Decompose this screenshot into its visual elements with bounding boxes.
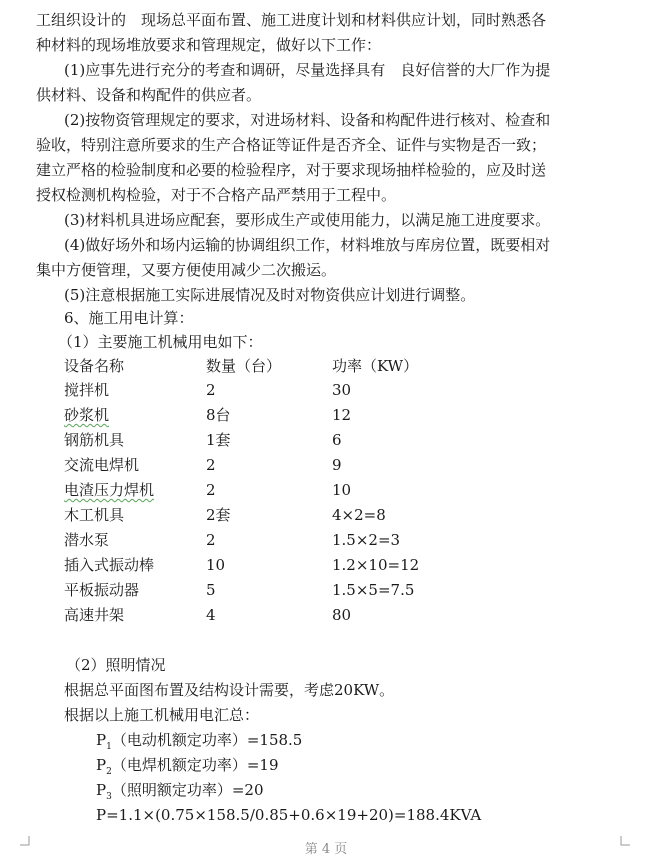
table-row-3-qty: 2 (206, 456, 216, 474)
total-power-formula: P=1.1×(0.75×158.5/0.85+0.6×19+20)=188.4KVA (96, 806, 482, 824)
table-row-0-qty: 2 (206, 381, 216, 399)
table-row-5-name: 木工机具 (64, 506, 125, 524)
table-row-7-name: 插入式振动棒 (64, 556, 155, 574)
lighting-heading: （2）照明情况 (66, 656, 166, 674)
p1-line (96, 730, 302, 757)
table-row-1-qty: 8台 (206, 406, 231, 424)
table-row-2-qty: 1套 (206, 431, 231, 449)
table-row-8-qty: 5 (206, 581, 216, 599)
table-row-7-qty: 10 (206, 556, 226, 574)
table-row-8-power: 1.5×5=7.5 (332, 581, 415, 599)
page-footer: 第 4 页 (304, 842, 348, 857)
table-row-1-power: 12 (332, 406, 352, 424)
p1-label: P (96, 731, 107, 749)
para-2-line-2: 验收，特别注意所要求的生产合格证等证件是否齐全、证件与实物是否一致； (36, 136, 547, 154)
p3-label: P (96, 781, 107, 799)
para-3-line-1: (3)材料机具进场应配套，要形成生产或使用能力，以满足施工进度要求。 (64, 211, 551, 229)
para-1-line-1: (1)应事先进行充分的考查和调研，尽量选择具有 良好信誉的大厂作为提 (64, 61, 551, 79)
p2-text: （电焊机额定功率）=19 (111, 756, 279, 774)
lighting-line-1: 根据总平面图布置及结构设计需要，考虑20KW。 (64, 681, 395, 699)
table-row-6-power: 1.5×2=3 (332, 531, 401, 549)
para-1-line-2: 供材料、设备和构配件的供应者。 (36, 86, 262, 104)
table-row-7-power: 1.2×10=12 (332, 556, 420, 574)
p1-text: （电动机额定功率）=158.5 (111, 731, 303, 749)
table-row-0-power: 30 (332, 381, 352, 399)
para-0-line-1: 工组织设计的 现场总平面布置、施工进度计划和材料供应计划，同时熟悉各 (36, 11, 547, 29)
table-row-3-power: 9 (332, 456, 342, 474)
p2-label: P (96, 756, 107, 774)
para-0-line-2: 种材料的现场堆放要求和管理规定，做好以下工作： (36, 36, 382, 54)
table-header-power: 功率（KW） (332, 357, 419, 375)
table-row-5-qty: 2套 (206, 506, 231, 524)
table-row-4-name: 电渣压力焊机 (64, 481, 155, 499)
lighting-line-2: 根据以上施工机械用电汇总： (64, 706, 260, 724)
p3-line (96, 780, 263, 807)
p2-subscript: 2 (106, 767, 112, 777)
p2-line (96, 755, 278, 782)
para-5-line-1: (5)注意根据施工实际进展情况及时对物资供应计划进行调整。 (64, 286, 476, 304)
table-row-6-name: 潜水泵 (64, 531, 110, 549)
table-row-9-qty: 4 (206, 606, 216, 624)
table-header-quantity: 数量（台） (206, 357, 282, 375)
table-row-5-power: 4×2=8 (332, 506, 386, 524)
para-2-line-1: (2)按物资管理规定的要求，对进场材料、设备和构配件进行核对、检查和 (64, 111, 551, 129)
table-row-9-power: 80 (332, 606, 352, 624)
table-row-4-power: 10 (332, 481, 352, 499)
table-row-8-name: 平板振动器 (64, 581, 140, 599)
table-row-6-qty: 2 (206, 531, 216, 549)
p1-subscript: 1 (106, 742, 112, 752)
para-2-line-3: 建立严格的检验制度和必要的检验程序，对于要求现场抽样检验的，应及时送 (36, 161, 547, 179)
section-6-heading: 6、施工用电计算： (64, 309, 194, 327)
table-row-4-qty: 2 (206, 481, 216, 499)
para-4-line-1: (4)做好场外和场内运输的协调组织工作，材料堆放与库房位置，既要相对 (64, 236, 551, 254)
table-row-2-power: 6 (332, 431, 342, 449)
p3-text: （照明额定功率）=20 (111, 781, 264, 799)
p3-subscript: 3 (106, 792, 112, 802)
table-row-3-name: 交流电焊机 (64, 456, 140, 474)
table-row-0-name: 搅拌机 (64, 381, 110, 399)
table-row-1-name: 砂浆机 (64, 406, 110, 424)
table-row-2-name: 钢筋机具 (64, 431, 125, 449)
table-header-name: 设备名称 (64, 357, 125, 375)
table-row-9-name: 高速井架 (64, 606, 125, 624)
para-4-line-2: 集中方便管理，又要方便使用减少二次搬运。 (36, 261, 337, 279)
subsection-1-heading: （1）主要施工机械用电如下： (58, 333, 263, 351)
para-2-line-4: 授权检测机构检验，对于不合格产品严禁用于工程中。 (36, 186, 397, 204)
